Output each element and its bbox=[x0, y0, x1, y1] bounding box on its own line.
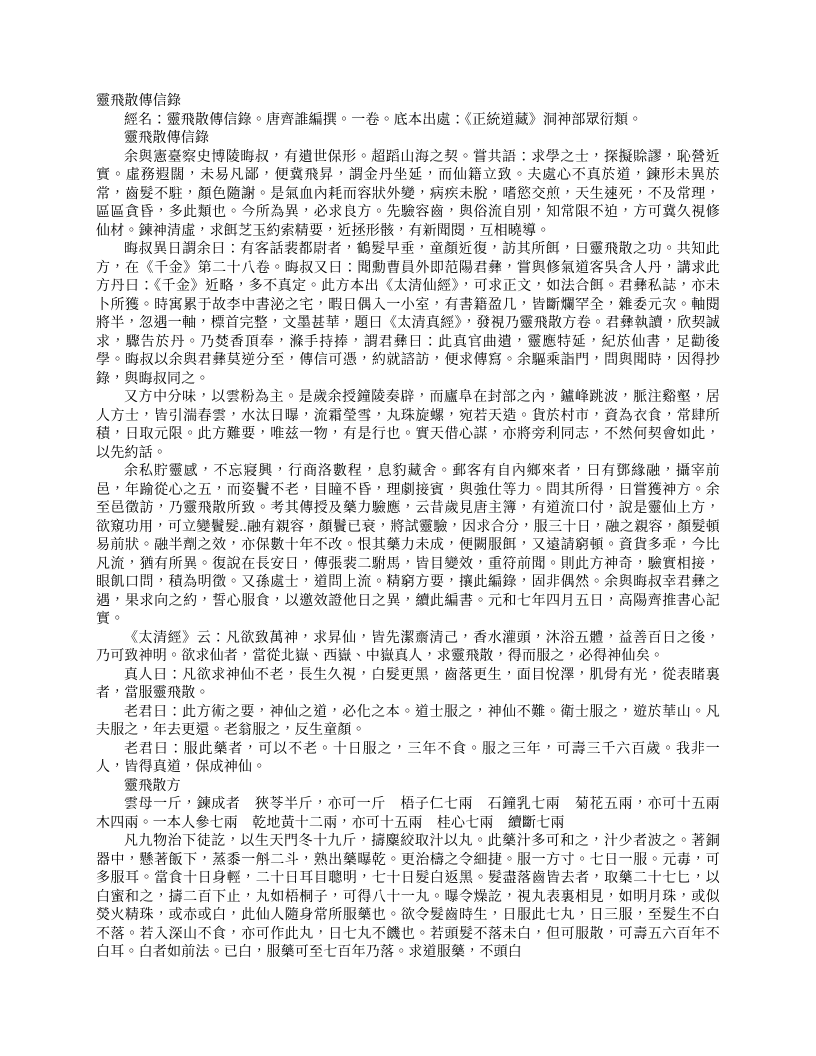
paragraph-subtitle: 靈飛散傳信錄 bbox=[124, 131, 210, 146]
paragraph-meta: 經名：靈飛散傳信錄。唐齊誰編撰。一卷。底本出處：《正統道藏》洞神部眾衍類。 bbox=[124, 112, 643, 128]
paragraph-title: 靈飛散傳信錄 bbox=[96, 94, 182, 109]
paragraph-body: 《太清經》云：凡欲致萬神，求昇仙，皆先潔齋清己，香水灌頭，沐浴五體，益善百日之後，乃可致神明。欲求仙者，當從北嶽、西嶽、中嶽真人，求靈飛散，得而服之，必得神仙矣。 bbox=[96, 630, 720, 664]
paragraph-body: 晦叔異日謂余曰：有客話裴都尉者，鶴髮早垂，童顏近復，訪其所餌，曰靈飛散之功。共知此方，在《千金》第二十八卷。晦叔又曰：聞勳曹員外即范陽君彝，嘗與修氣道客吳含人丹，講求此方丹曰：《千金》近略，多不真定。此方本出《太清仙經》，可求正文，如法合餌。君彝私誌，亦未卜所獲。時寓累于故李中書泌之宅，暇日偶入一小室，有書籍盈几，皆斷爛罕全，雜委元次。軸閱將半，忽遇一軸，標首完整，文墨甚華，題曰《太清真經》，發視乃靈飛散方卷。君彝執讀，欣契誠求，驟告於丹。乃焚香頂奉，滌手持捧，謂君彝曰：此真官曲遺，靈應特延，紀於仙書，足勸後學。晦叔以余與君彝莫逆分至，傳信可憑，約就諮訪，便求傳寫。余驅乘詣門，問與聞時，因得抄錄，與晦叔同之。 bbox=[96, 242, 720, 387]
paragraph-recipe: 雲母一斤，鍊成者 狹苓半斤，亦可一斤 梧子仁七兩 石鐘乳七兩 菊花五兩，亦可十五兩 木四兩。一本人參七兩 乾地黃十二兩，亦可十五兩 桂心七兩 續斷七兩 bbox=[96, 797, 735, 831]
paragraph-body: 老君曰：此方術之要，神仙之道，必化之本。道士服之，神仙不難。衛士服之，遊於華山。凡夫服之，年去更還。老翁服之，反生童顏。 bbox=[96, 704, 720, 738]
paragraph-body: 又方中分味，以雲粉為主。是歲余授鐘陵奏辟，而廬阜在封部之內，鑪峰跳波，脈注谿壑，居人方士，皆引湍春雲，水汰日曝，流霜瑩雪，丸珠旋螺，宛若天造。貨於村市，資為衣食，常肆所積，日取元限。此方難要，唯兹一物，有是行也。實天借心謀，亦將旁利同志，不然何契會如此，以先約話。 bbox=[96, 390, 720, 461]
paragraph-body: 真人曰：凡欲求神仙不老，長生久視，白髮更黑，齒落更生，面目悅澤，肌骨有光，從表睹裏者，當服靈飛散。 bbox=[96, 667, 720, 701]
document-body bbox=[96, 93, 735, 963]
paragraph-heading: 靈飛散方 bbox=[124, 778, 181, 794]
paragraph-body: 余私貯靈感，不忘寢興，行商洛數程，息豹藏舍。郵客有自內鄉來者，曰有鄧緣融，攝宰前邑，年踰從心之五，而姿鬢不老，目瞳不昏，理劇接賓，與強仕等力。問其所得，曰嘗獲神方。余至邑徵訪，乃靈飛散所致。考其傳授及藥力驗應，云昔歲見唐主簿，有道流口付，說是靈仙上方，欲窺功用，可立變鬢髮..融有親容，顏鬢已衰，將試靈驗，因求合分，服三十日，融之親容，顏髮頓易前狀。融半劑之效，亦保數十年不改。恨其藥力未成，便闕服餌，又遠請窮頓。資貨多乖，今比凡流，猶有所異。復說在長安日，傳張裴二駙馬，皆目變效，重符前聞。則此方神奇，驗實相接，眼飢口問，積為明徵。又孫處士，道問上流。精窮方要，攘此編錄，固非偶然。余與晦叔幸君彝之遇，果求向之約，誓心服食，以邀效證他日之異，續此編書。元和七年四月五日，高陽齊推書心記實。 bbox=[96, 464, 720, 627]
paragraph-body: 余與憲臺察史博陵晦叔，有遺世保形。超蹈山海之契。嘗共語：求學之士，探擬賒謬，恥營近實。虛務遐闊，未易凡鄙，便冀飛昇，謂金丹坐延，而仙籍立致。夫處心不真於道，鍊形未異於常，齒髮不駐，顏色隨謝。是氣血內耗而容狀外變，病疾未脫，嗜慾交煎，天生速死，不及常理，區區貪昏，多此類也。今所為異，必求良方。先驗容齒，與俗流自別，知常限不迫，方可冀久視修仙材。鍊神清虛，求餌芝玉約索精要，近拯形骸，有新聞閱，互相曉導。 bbox=[96, 149, 720, 239]
paragraph-body: 凡九物治下徒訖，以生天門冬十九斤，擣麋絞取汁以丸。此藥汁多可和之，汁少者波之。著銅器中，懸著飯下，蒸黍一斛二斗，熟出藥曝乾。更治檮之令細捷。服一方寸。七日一服。元毒，可多服耳。當食十日身輕，二十日耳目聰明，七十日髮白返黑。髮盡落齒皆去者，取藥二十七匕，以白蜜和之，擣二百下止，丸如梧桐子，可得八十一丸。曝令燥訖，視丸表裏相見，如明月珠，或似熒火精珠，或赤或白，此仙人隨身常所服藥也。欲令髮齒時生，日服此七丸，日三服，至髮生不白不落。若入深山不食，亦可作此丸，日七丸不饑也。若頭髮不落未白，但可服散，可壽五六百年不白耳。白者如前法。已白，服藥可至七百年乃落。求道服藥，不頭白 bbox=[96, 834, 720, 960]
paragraph-body: 老君曰：服此藥者，可以不老。十日服之，三年不食。服之三年，可壽三千六百歲。我非一人，皆得真道，保成神仙。 bbox=[96, 741, 720, 775]
